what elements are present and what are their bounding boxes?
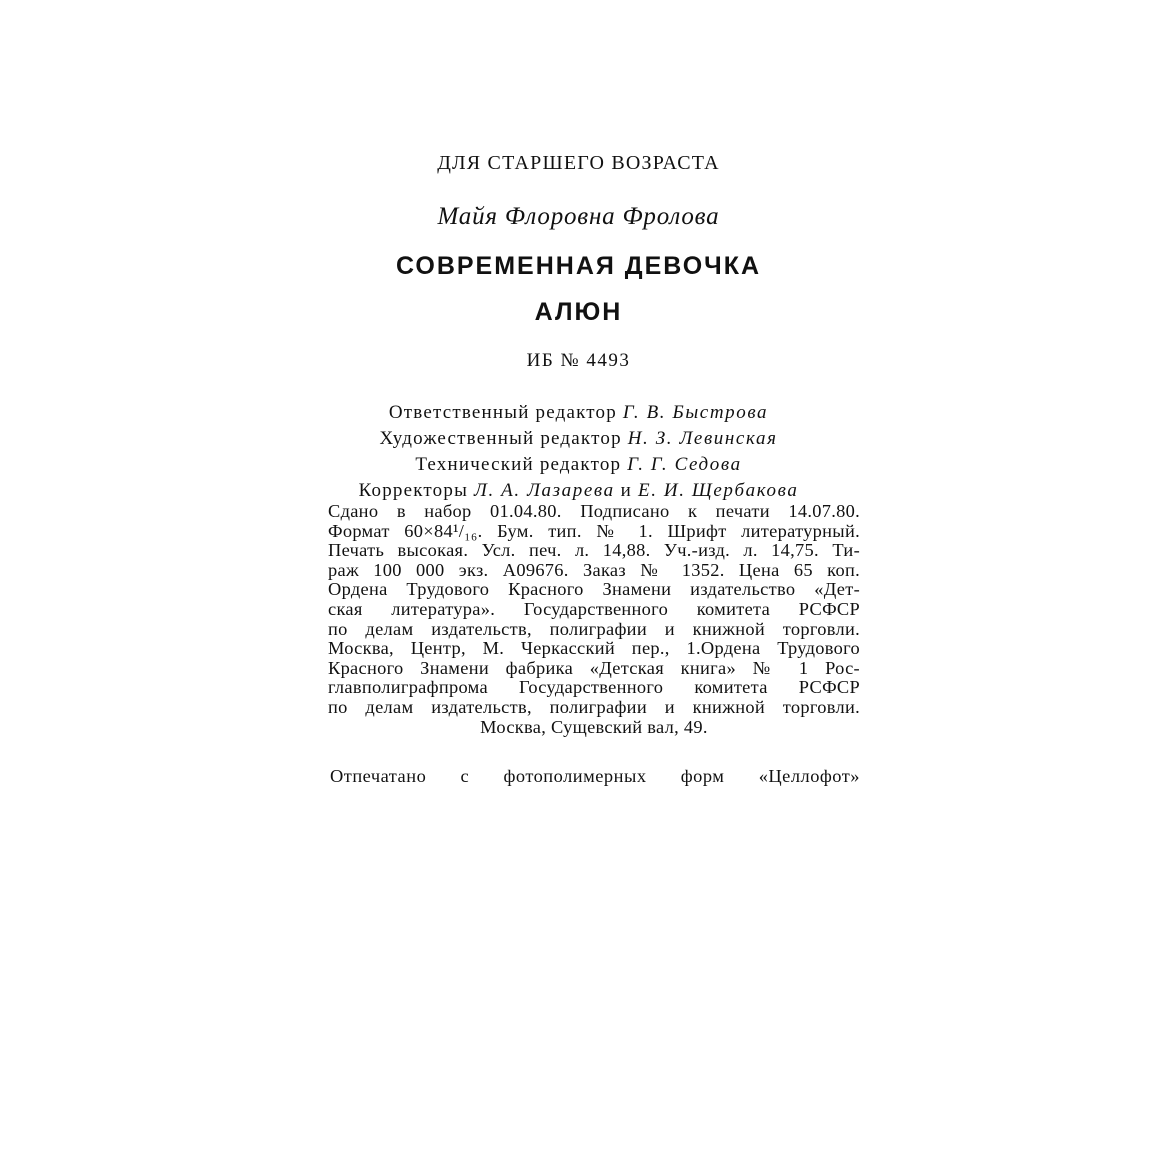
printed-note: Отпечатано с фотополимерных форм «Целлофот»	[330, 766, 860, 786]
imprint-line: по делам издательств, полиграфии и книжной торговли.	[328, 618, 860, 639]
imprint-line: Москва, Сущевский вал, 49.	[480, 716, 708, 737]
credit-role: Ответственный редактор	[388, 402, 617, 423]
imprint-line: Ордена Трудового Красного Знамени издательство «Дет-	[328, 579, 860, 600]
credit-line-responsible-editor	[0, 400, 1157, 426]
book-subtitle: АЛЮН	[534, 298, 623, 326]
imprint-line: Москва, Центр, М. Черкасский пер., 1.Ордена Трудового	[328, 638, 860, 659]
imprint-line: главполиграфпрома Государственного комитета РСФСР	[328, 677, 860, 698]
book-title: СОВРЕМЕННАЯ ДЕВОЧКА	[395, 252, 762, 280]
credit-role: Художественный редактор	[379, 428, 622, 449]
credit-role: Технический редактор	[415, 454, 622, 475]
credit-role: Корректоры	[358, 480, 469, 501]
credit-name: Г. В. Быстрова	[622, 402, 769, 423]
imprint-line: Формат 60×84¹/₁₆. Бум. тип. № 1. Шрифт литературный.	[328, 520, 860, 541]
credit-conjunction: и	[620, 480, 633, 501]
imprint-block	[328, 502, 860, 737]
credit-name-second: Е. И. Щербакова	[638, 480, 799, 501]
imprint-line: Красного Знамени фабрика «Детская книга» № 1 Рос-	[328, 657, 860, 678]
age-group-label: ДЛЯ СТАРШЕГО ВОЗРАСТА	[437, 152, 720, 174]
credit-name: Л. А. Лазарева	[474, 480, 615, 501]
credits-block	[0, 400, 1157, 504]
imprint-line: Печать высокая. Усл. печ. л. 14,88. Уч.-изд. л. 14,75. Ти-	[328, 540, 860, 561]
imprint-line: раж 100 000 экз. А09676. Заказ № 1352. Цена 65 коп.	[328, 559, 860, 580]
credit-name: Н. З. Левинская	[627, 428, 778, 449]
imprint-line: ская литература». Государственного комитета РСФСР	[328, 598, 860, 619]
credit-name: Г. Г. Седова	[627, 454, 742, 475]
imprint-line: Сдано в набор 01.04.80. Подписано к печати 14.07.80.	[328, 501, 860, 521]
ib-number: ИБ № 4493	[526, 350, 631, 371]
credit-line-technical-editor	[0, 452, 1157, 478]
credit-line-art-editor	[0, 426, 1157, 452]
imprint-line: по делам издательств, полиграфии и книжной торговли.	[328, 696, 860, 717]
author-name: Майя Флоровна Фролова	[437, 203, 720, 230]
